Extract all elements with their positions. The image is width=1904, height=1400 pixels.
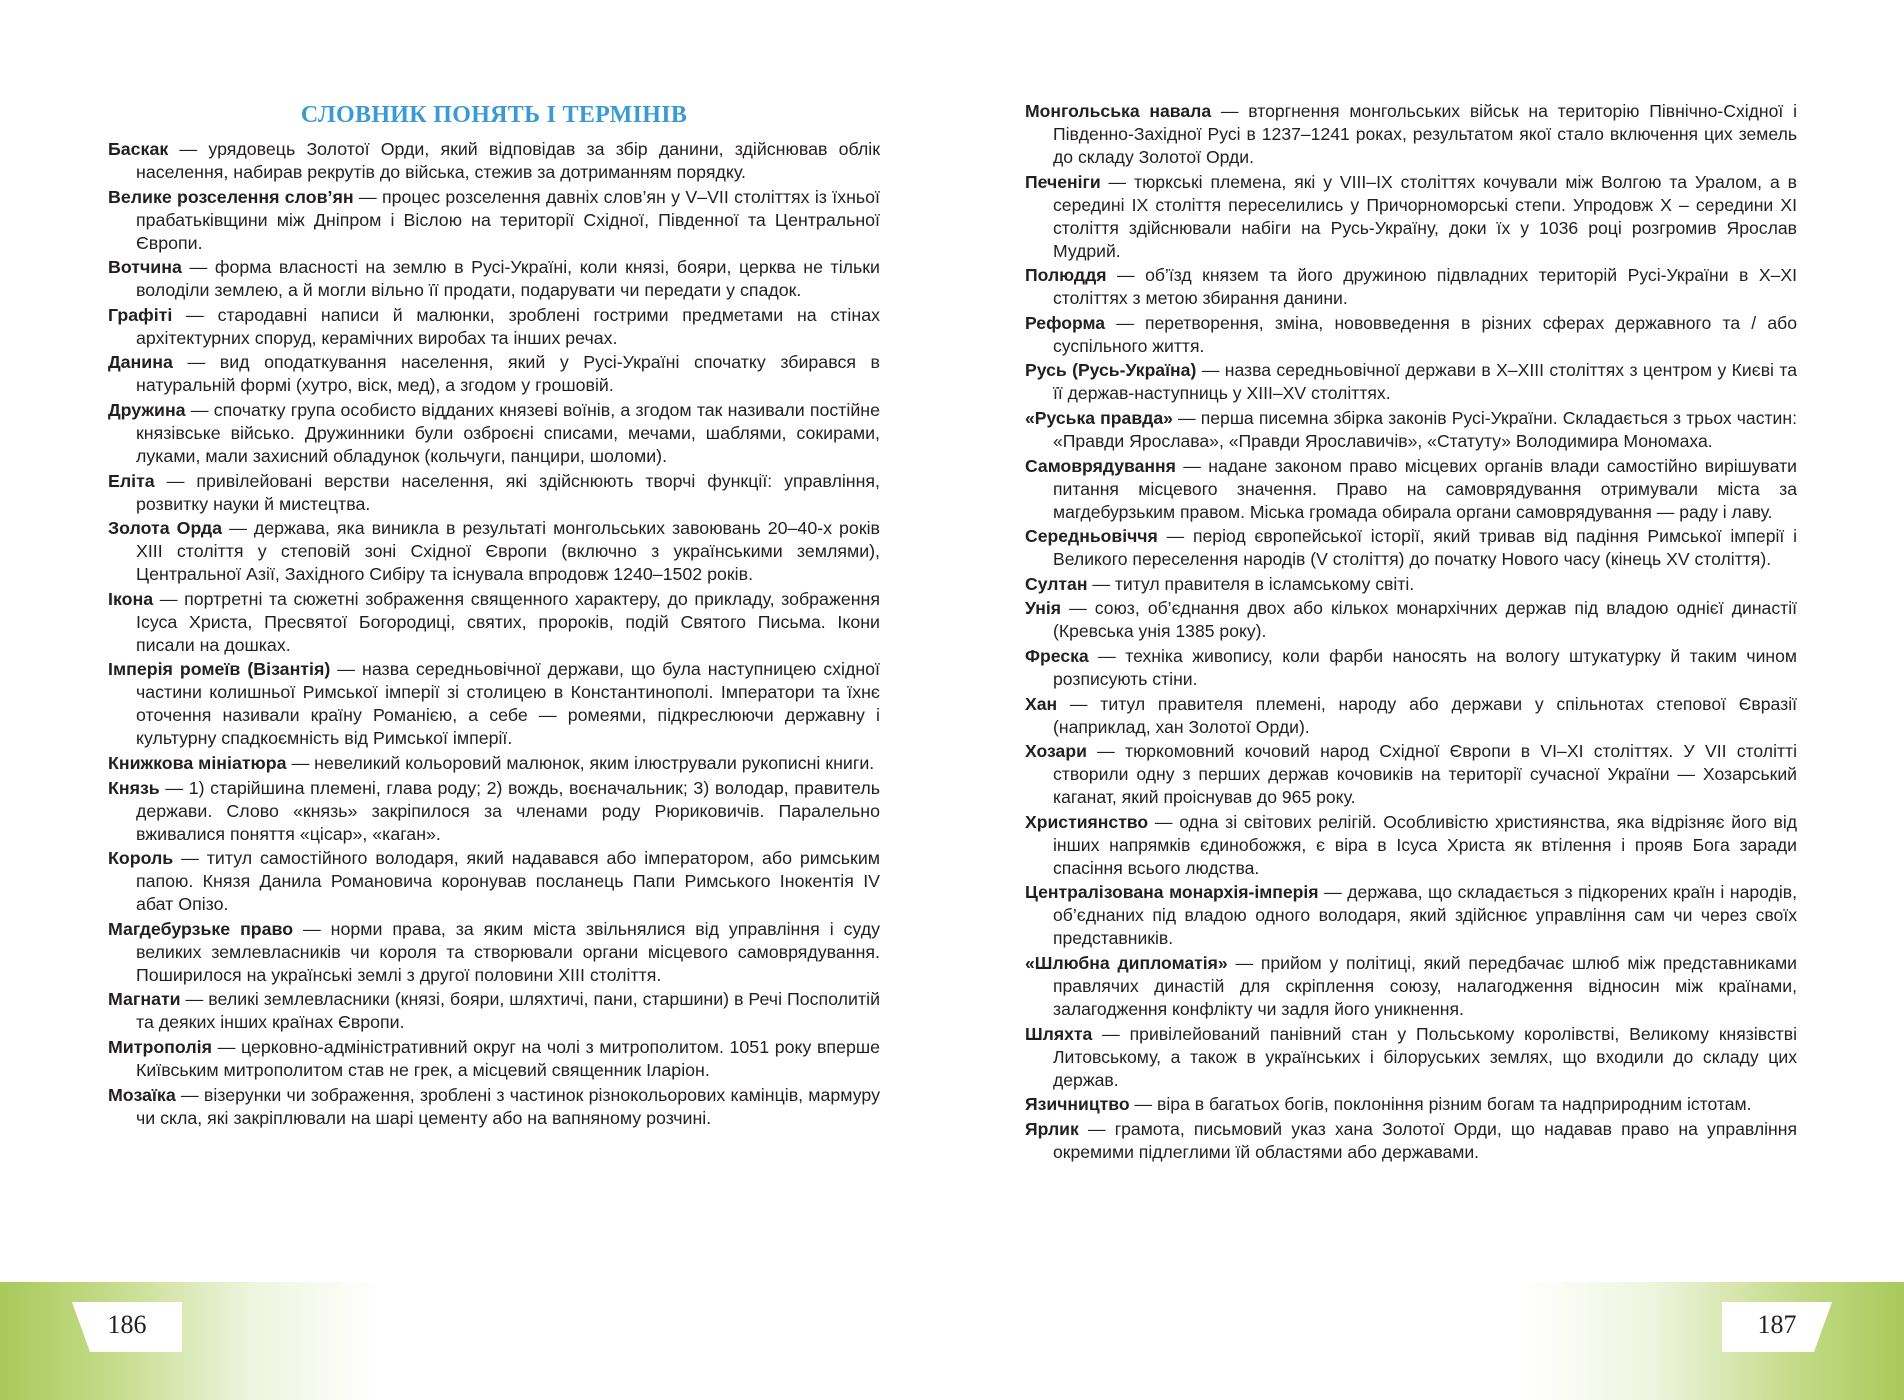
entry-definition: — союз, об’єднання двох або кількох монархічних держав під владою однієї династії (Кревська унія 1385 року). [1053, 598, 1797, 642]
glossary-entry [108, 1084, 880, 1130]
glossary-entry [1025, 693, 1797, 739]
glossary-entry [108, 847, 880, 916]
entry-definition: — невеликий кольоровий малюнок, яким ілюстрували рукописні книги. [286, 752, 875, 773]
entry-term: Самоврядування [1025, 455, 1176, 476]
entry-definition: — урядовець Золотої Орди, який відповідав за збір данини, здійснював облік населення, набирав рекрутів до війська, стежив за дотриманням порядку. [136, 139, 880, 182]
entry-term: Золота Орда [108, 518, 230, 539]
glossary-entry [1025, 264, 1797, 310]
entry-definition: — грамота, письмовий указ хана Золотої Орди, що надавав право на управління окремими підлеглими їй областями або державами. [1053, 1118, 1797, 1162]
entry-definition: — одна зі світових релігій. Особливістю християнства, яка відрізняє його від інших напрямків єдинобожжя, є віра в Ісуса Христа як втілення і прояв Бога заради спасіння всього людства. [1053, 811, 1797, 878]
entry-definition: — період європейської історії, який тривав від падіння Римської імперії і Великого переселення народів (V століття) до початку Нового часу (кінець XV століття). [1053, 526, 1797, 570]
glossary-entry [1025, 359, 1797, 405]
entry-term: Митрополія [108, 1036, 212, 1057]
entry-definition: — назва середньовічної держави в X–XIII століттях з центром у Києві та її держав-наступниць у XIII–XV століттях. [1053, 360, 1797, 404]
entry-term: Дружина [108, 399, 186, 420]
entry-definition: — портретні та сюжетні зображення священного характеру, до прикладу, зображення Ісуса Христа, Пресвятої Богородиці, святих, пророків, подій Святого Письма. Ікони писали на дошках. [136, 588, 880, 655]
entry-term: Печеніги [1025, 171, 1101, 192]
glossary-entry [1025, 811, 1797, 880]
entry-term: Реформа [1025, 312, 1106, 333]
entry-definition: — церковно-адміністративний округ на чолі з митрополитом. 1051 року вперше Київським митрополитом став не грек, а місцевий священник Іларіон. [136, 1036, 880, 1080]
entry-term: Данина [108, 352, 173, 373]
entry-term: Вотчина [108, 257, 182, 278]
glossary-entry [108, 988, 880, 1034]
entry-definition: — привілейовані верстви населення, які здійснюють творчі функції: управління, розвитку науки й мистецтва. [136, 470, 880, 514]
page-number: 187 [1757, 1310, 1797, 1339]
entry-term: Монгольська навала [1025, 101, 1212, 121]
entry-term: Графіті [108, 304, 173, 325]
entry-term: Шляхта [1025, 1023, 1093, 1044]
glossary-entry [1025, 645, 1797, 691]
entry-definition: — техніка живопису, коли фарби наносять на вологу штукатурку й таким чином розписують стіни. [1053, 645, 1797, 689]
entry-term: Мозаїка [108, 1084, 176, 1105]
entry-term: Магдебурзьке право [108, 918, 294, 939]
right-column [1025, 100, 1797, 1165]
entry-definition: — норми права, за яким міста звільнялися від управління і суду великих землевласників чи короля та створювали органи місцевого самоврядування. Поширилося на українські землі з другої половини XIII століття. [136, 918, 880, 985]
entry-term: Султан [1025, 573, 1088, 594]
entry-term: Ярлик [1025, 1118, 1079, 1139]
entry-term: Унія [1025, 598, 1062, 619]
entry-definition: — віра в багатьох богів, поклоніння різним богам та надприродним істотам. [1129, 1094, 1752, 1115]
glossary-entry [108, 517, 880, 586]
entry-term: Король [108, 848, 174, 869]
left-column [108, 100, 880, 1131]
entry-definition: — держава, яка виникла в результаті монгольських завоювань 20–40-х років XIII століття у степовій зоні Східної Європи (включно з українськими землями), Центральної Азії, Західного Сибіру та існувала впродовж 1240–1502 років. [136, 518, 880, 585]
glossary-entry [1025, 455, 1797, 524]
entry-definition: — форма власності на землю в Русі-Україні, коли князі, бояри, церква не тільки володіли землею, а й могли вільно її продати, подарувати чи передати у спадок. [136, 257, 880, 301]
entry-term: Велике розселення слов’ян [108, 186, 354, 207]
entry-term: Імперія ромеїв (Візантія) [108, 659, 331, 680]
entry-term: «Шлюбна дипломатія» [1025, 952, 1228, 973]
glossary-entry [1025, 952, 1797, 1021]
glossary-entry [1025, 171, 1797, 263]
entry-term: Хозари [1025, 741, 1087, 762]
entry-definition: — титул правителя племені, народу або держави у спільнотах степової Євразії (наприклад, хан Золотої Орди). [1053, 693, 1797, 737]
entry-definition: — візерунки чи зображення, зроблені з частинок різнокольорових камінців, мармуру чи скла, які закріплювали на шарі цементу або на вапняному розчині. [136, 1084, 880, 1128]
entry-term: «Руська правда» [1025, 407, 1173, 428]
entry-term: Книжкова мініатюра [108, 752, 287, 773]
glossary-entry [108, 304, 880, 350]
entry-definition: — титул самостійного володаря, який надавався або імператором, або римським папою. Князя Данила Романовича коронував посланець Папи Римського Інокентія IV абат Опізо. [136, 848, 880, 915]
entry-definition: — перша писемна збірка законів Русі-України. Складається з трьох частин: «Правди Ярослава», «Правди Ярославичів», «Статуту» Володимира Мономаха. [1053, 407, 1797, 451]
glossary-entry [1025, 100, 1797, 169]
entry-definition: — вторгнення монгольських військ на територію Північно-Східної і Південно-Західної Русі в 1237–1241 роках, результатом якої стало включення цих земель до складу Золотої Орди. [1053, 101, 1797, 167]
glossary-entry [108, 256, 880, 302]
glossary-entry [1025, 312, 1797, 358]
glossary-entry [1025, 407, 1797, 453]
entry-term: Ікона [108, 588, 154, 609]
entry-term: Середньовіччя [1025, 526, 1158, 547]
right-page [952, 0, 1904, 1400]
glossary-entry [1025, 740, 1797, 809]
left-entries [108, 138, 880, 1130]
page-number-tab [1722, 1302, 1832, 1352]
entry-definition: — тюркські племена, які у VIII–IX століттях кочували між Волгою та Уралом, а в середині IX століття переселились у Причорноморські степи. Упродовж X – середини XI століття здійснювали набіги на Русь-Україну, доки їх у 1036 році розгромив Ярослав Мудрий. [1053, 171, 1797, 261]
entry-definition: — процес розселення давніх слов’ян у V–VII століттях із їхньої прабатьківщини між Дніпром і Віслою на території Східної, Південної та Центральної Європи. [136, 186, 880, 253]
entry-term: Русь (Русь-Україна) [1025, 360, 1197, 381]
entry-term: Полюддя [1025, 265, 1107, 286]
glossary-entry [108, 777, 880, 846]
glossary-entry [108, 351, 880, 397]
entry-term: Баскак [108, 139, 169, 159]
glossary-entry [1025, 881, 1797, 950]
glossary-entry [108, 918, 880, 987]
entry-term: Фреска [1025, 645, 1089, 666]
glossary-entry [108, 1036, 880, 1082]
glossary-title: СЛОВНИК ПОНЯТЬ І ТЕРМІНІВ [300, 102, 688, 128]
entry-term: Християнство [1025, 811, 1149, 832]
right-entries [1025, 100, 1797, 1164]
glossary-entry [108, 186, 880, 255]
entry-term: Язичництво [1025, 1094, 1130, 1115]
entry-term: Магнати [108, 989, 181, 1010]
entry-definition: — великі землевласники (князі, бояри, шляхтичі, пани, старшини) в Речі Посполитій та деяких інших країнах Європи. [136, 989, 880, 1033]
glossary-entry [1025, 1023, 1797, 1092]
entry-term: Централізована монархія-імперія [1025, 882, 1319, 903]
entry-definition: — надане законом право місцевих органів влади самостійно вирішувати питання місцевого значення. Право на самоврядування отримували міста за магдебурзьким правом. Міська громада обирала органи самоврядування — раду і лаву. [1053, 455, 1797, 522]
glossary-entry [108, 138, 880, 184]
glossary-entry [1025, 525, 1797, 571]
glossary-entry [1025, 1093, 1797, 1116]
glossary-entry [108, 470, 880, 516]
entry-term: Еліта [108, 470, 155, 491]
glossary-entry [1025, 1118, 1797, 1164]
entry-definition: — перетворення, зміна, нововведення в різних сферах державного та / або суспільного життя. [1053, 312, 1797, 356]
entry-definition: — прийом у політиці, який передбачає шлюб між представниками правлячих династій для скріплення союзу, налагодження відносин між країнами, залагодження конфлікту чи задля його уникнення. [1053, 952, 1797, 1019]
entry-definition: — держава, що складається з підкорених країн і народів, об’єднаних під владою одного володаря, який здійснює управління сам чи через своїх представників. [1053, 882, 1797, 949]
entry-definition: — назва середньовічної держави, що була наступницею східної частини колишньої Римської імперії зі столицею в Константинополі. Імператори та їхнє оточення називали країну Романією, а себе — ромеями, підкреслюючи державну і культурну спадкоємність від Римської імперії. [136, 659, 880, 749]
page-number: 186 [107, 1310, 147, 1339]
glossary-entry [108, 399, 880, 468]
entry-term: Князь [108, 777, 160, 798]
glossary-entry [1025, 597, 1797, 643]
page-number-tab [72, 1302, 182, 1352]
entry-definition: — титул правителя в ісламському світі. [1087, 573, 1415, 594]
glossary-entry [1025, 573, 1797, 596]
glossary-entry [108, 588, 880, 657]
entry-definition: — об’їзд князем та його дружиною підвладних територій Русі-України в X–XI століттях з метою збирання данини. [1053, 265, 1797, 309]
glossary-entry [108, 658, 880, 750]
entry-definition: — спочатку група особисто відданих князеві воїнів, а згодом так називали постійне князівське військо. Дружинники були озброєні списами, мечами, шаблями, сокирами, луками, мали захисний обладунок (кольчуги, панцири, шоломи). [136, 399, 880, 466]
entry-definition: — 1) старійшина племені, глава роду; 2) вождь, воєначальник; 3) володар, правитель держави. Слово «князь» закріпилося за членами роду Рюриковичів. Паралельно вживалися поняття «цісар», «каган». [136, 777, 880, 844]
entry-definition: — стародавні написи й малюнки, зроблені гострими предметами на стінах архітектурних споруд, керамічних виробах та інших речах. [136, 304, 880, 348]
entry-definition: — тюркомовний кочовий народ Східної Європи в VI–XI століттях. У VII столітті створили одну з перших держав кочовиків на території сучасної України — Хозарський каганат, який проіснував до 965 року. [1053, 741, 1797, 808]
entry-term: Хан [1025, 693, 1058, 714]
glossary-entry [108, 752, 880, 775]
entry-definition: — вид оподаткування населення, який у Русі-Україні спочатку збирався в натуральній формі (хутро, віск, мед), а згодом у грошовій. [136, 352, 880, 396]
entry-definition: — привілейований панівний стан у Польському королівстві, Великому князівстві Литовському, а також в українських і білоруських землях, що входили до складу цих держав. [1053, 1023, 1797, 1090]
